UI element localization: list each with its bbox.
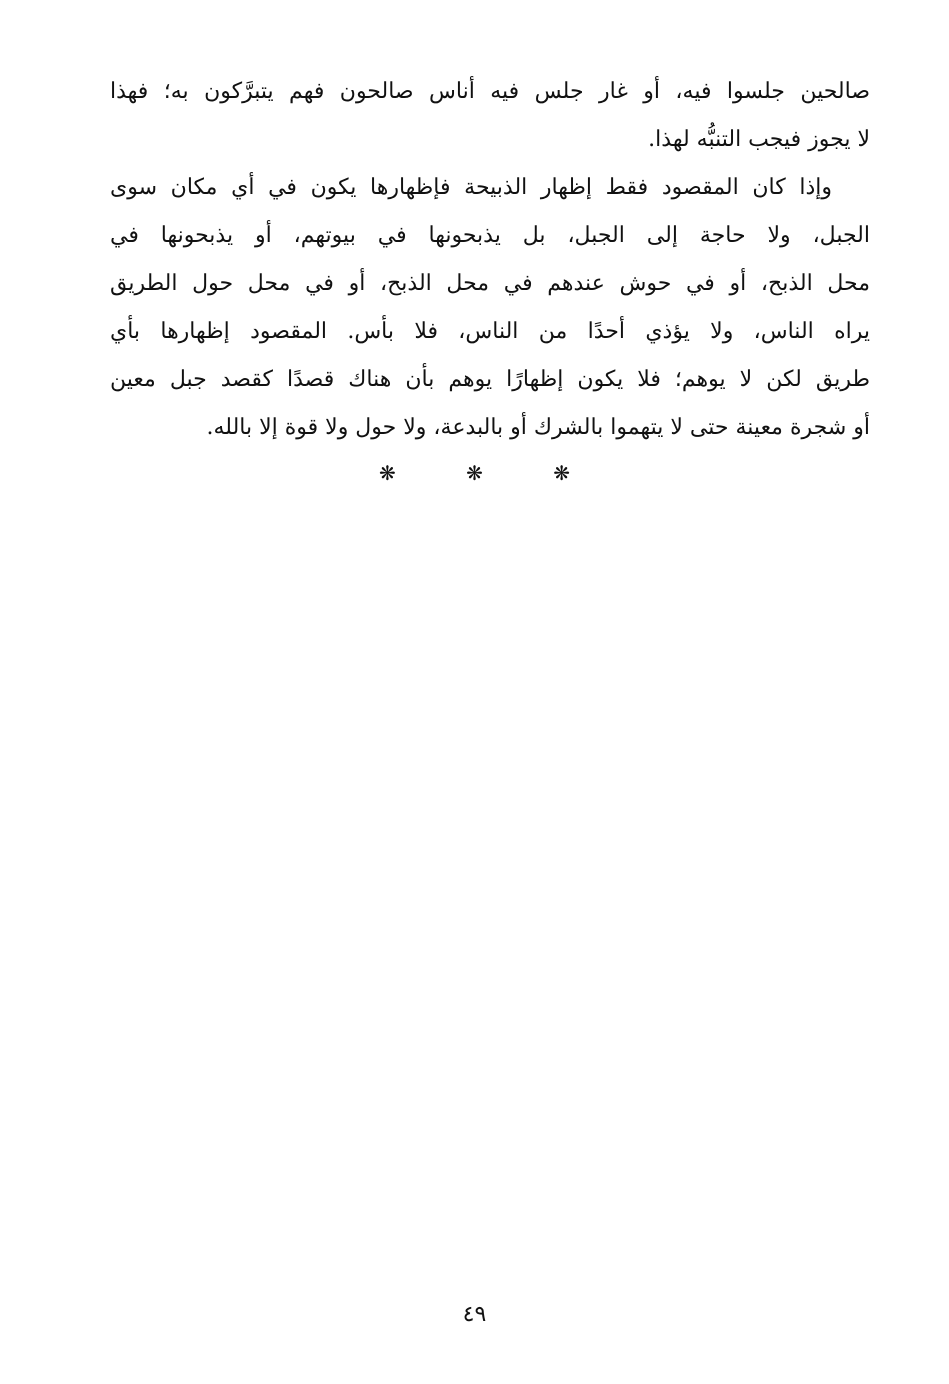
- page-number: ٤٩: [462, 1302, 487, 1327]
- text-line: لا يجوز فيجب التنبُّه لهذا.: [648, 127, 870, 152]
- text-line: الجبل، ولا حاجة إلى الجبل، بل يذبحونها في بيوتهم، أو يذبحونها في: [110, 223, 870, 248]
- text-line: طريق لكن لا يوهم؛ فلا يكون إظهارًا يوهم بأن هناك قصدًا كقصد جبل معين: [110, 367, 870, 392]
- text-line: يراه الناس، ولا يؤذي أحدًا من الناس، فلا بأس. المقصود إظهارها بأي: [110, 319, 870, 344]
- text-line: وإذا كان المقصود فقط إظهار الذبيحة فإظهارها يكون في أي مكان سوى: [110, 175, 832, 200]
- asterism-icon: ❋: [553, 461, 570, 485]
- asterism-icon: ❋: [466, 461, 483, 485]
- asterism-icon: ❋: [378, 461, 396, 485]
- text-line: محل الذبح، أو في حوش عندهم في محل الذبح، أو في محل حول الطريق: [110, 271, 870, 296]
- text-line: صالحين جلسوا فيه، أو غار جلس فيه أناس صالحون فهم يتبرَّكون به؛ فهذا: [110, 79, 870, 104]
- section-separator: [0, 458, 949, 488]
- text-line: أو شجرة معينة حتى لا يتهموا بالشرك أو بالبدعة، ولا حول ولا قوة إلا بالله.: [206, 415, 870, 440]
- body-text: [110, 68, 870, 452]
